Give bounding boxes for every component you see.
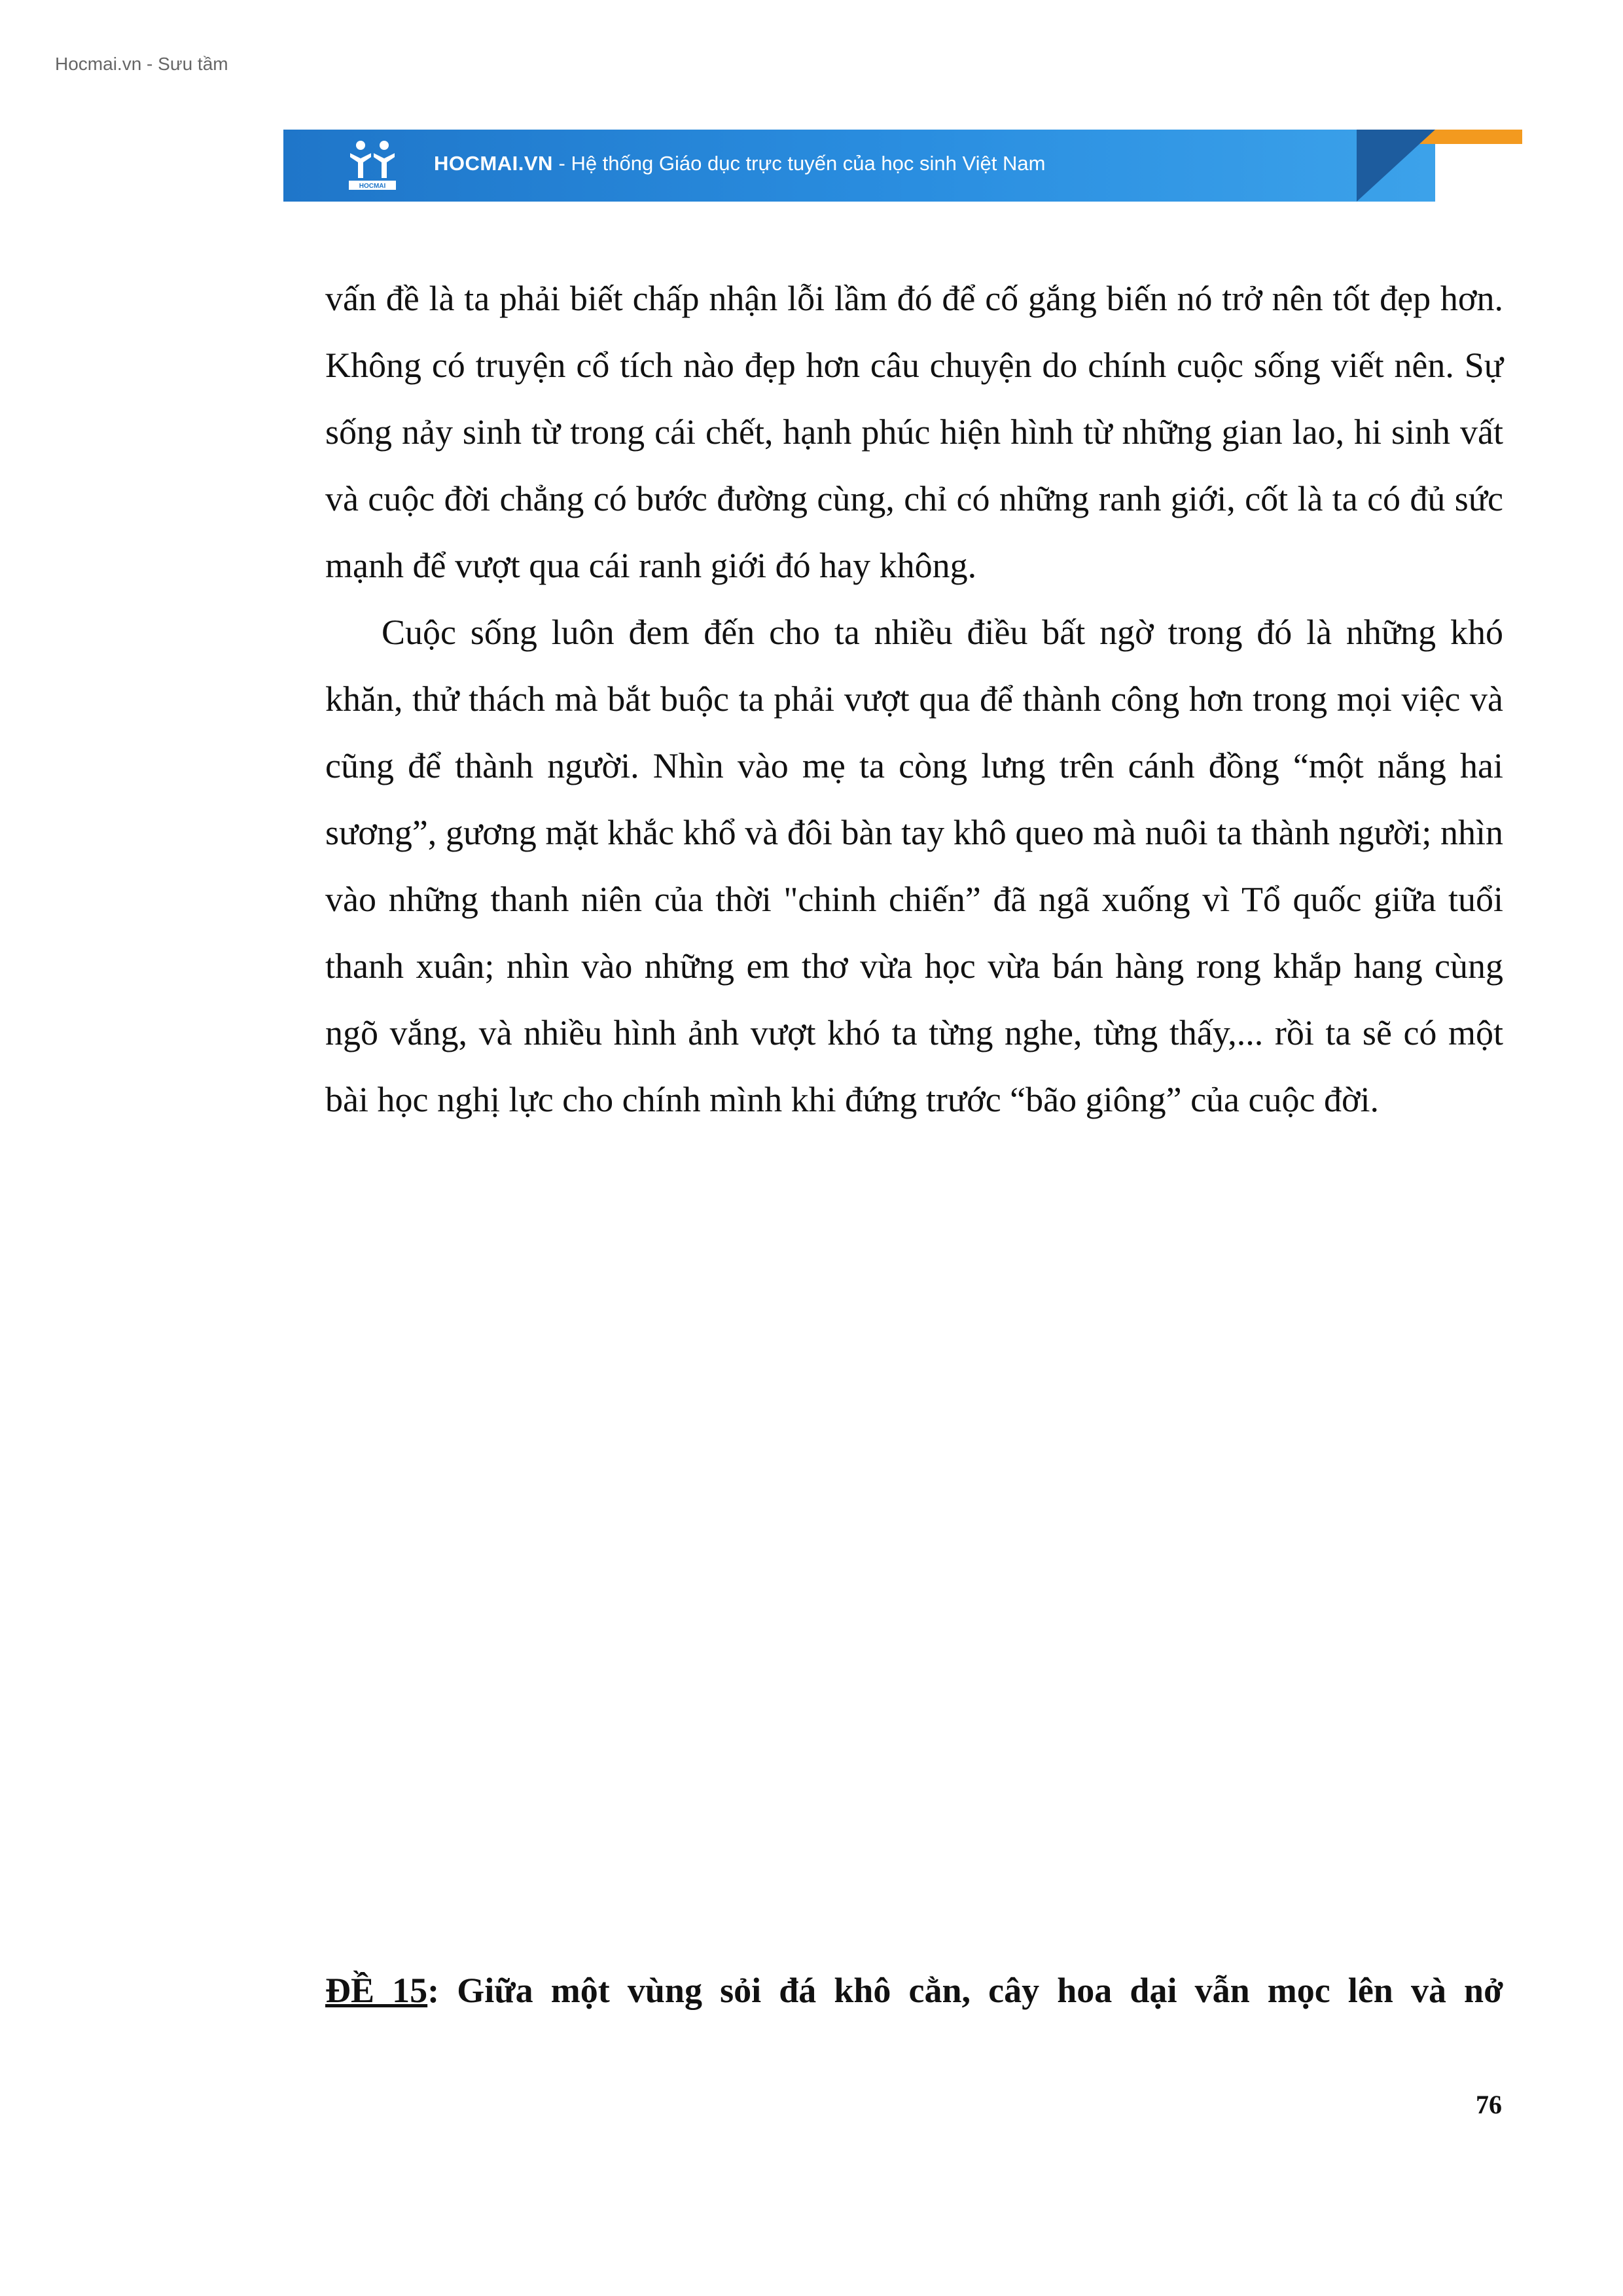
body-paragraph-1: vấn đề là ta phải biết chấp nhận lỗi lầm đó để cố gắng biến nó trở nên tốt đẹp hơn. Không có truyện cổ tích nào đẹp hơn câu chuyện do chính cuộc sống viết nên. Sự sống nảy sinh từ trong cái chết, hạnh phúc hiện hình từ những gian lao, hi sinh vất và cuộc đời chẳng có bước đường cùng, chỉ có những ranh giới, cốt là ta có đủ sức mạnh để vượt qua cái ranh giới đó hay không. <box>325 279 1503 585</box>
question-heading <box>325 1957 1503 2024</box>
banner-blue-triangle <box>1357 130 1435 202</box>
question-separator: : <box>427 1971 457 2010</box>
banner-title <box>434 152 1045 175</box>
banner-tagline: - Hệ thống Giáo dục trực tuyến của học sinh Việt Nam <box>552 152 1046 175</box>
body-paragraph-2: Cuộc sống luôn đem đến cho ta nhiều điều bất ngờ trong đó là những khó khăn, thử thách mà bắt buộc ta phải vượt qua để thành công hơn trong mọi việc và cũng để thành người. Nhìn vào mẹ ta còng lưng trên cánh đồng “một nắng hai sương”, gương mặt khắc khổ và đôi bàn tay khô queo mà nuôi ta thành người; nhìn vào những thanh niên của thời "chinh chiến” đã ngã xuống vì Tổ quốc giữa tuổi thanh xuân; nhìn vào những em thơ vừa học vừa bán hàng rong khắp hang cùng ngõ vắng, và nhiều hình ảnh vượt khó ta từng nghe, từng thấy,... rồi ta sẽ có một bài học nghị lực cho chính mình khi đứng trước “bão giông” của cuộc đời. <box>325 613 1503 1119</box>
question-label: ĐỀ 15 <box>325 1971 428 2010</box>
document-body <box>325 265 1503 1133</box>
banner-brand: HOCMAI.VN <box>434 152 553 175</box>
hocmai-logo-icon <box>346 139 399 192</box>
question-text: Giữa một vùng sỏi đá khô cằn, cây hoa dại vẫn mọc lên và nở <box>457 1971 1503 2010</box>
page-number: 76 <box>1476 2090 1502 2119</box>
header-banner <box>283 130 1522 202</box>
logo-text: HOCMAI <box>359 183 386 190</box>
source-note: Hocmai.vn - Sưu tầm <box>55 54 228 74</box>
